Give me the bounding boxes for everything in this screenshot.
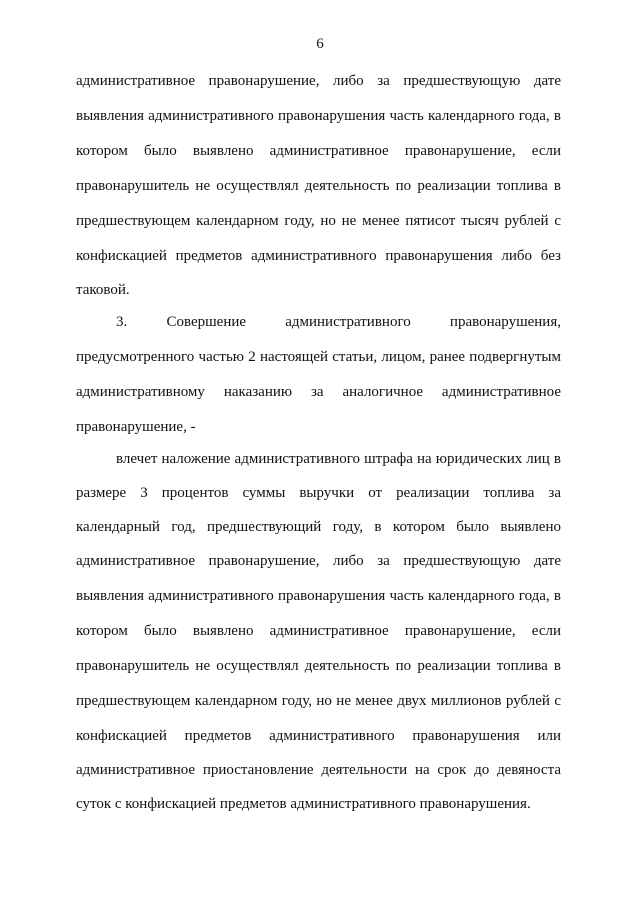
text-line: предусмотренного частью 2 настоящей статьи, лицом, ранее подвергнутым (76, 349, 561, 365)
page-number: 6 (316, 36, 324, 52)
text-line: таковой. (76, 282, 130, 298)
text-line: размере 3 процентов суммы выручки от реализации топлива за (76, 485, 561, 501)
penalty-paragraph-first-line: влечет наложение административного штрафа на юридических лиц в (116, 451, 561, 467)
text-line: выявления административного правонарушения часть календарного года, в (76, 108, 561, 124)
text-line: предшествующем календарном году, но не менее двух миллионов рублей с (76, 693, 561, 709)
text-line: конфискацией предметов административного правонарушения либо без (76, 248, 561, 264)
text-line: административное правонарушение, либо за предшествующую дате (76, 553, 561, 569)
text-line: правонарушитель не осуществлял деятельность по реализации топлива в (76, 178, 561, 194)
text-line: календарный год, предшествующий году, в котором было выявлено (76, 519, 561, 535)
text-line: правонарушитель не осуществлял деятельность по реализации топлива в (76, 658, 561, 674)
text-line: правонарушение, - (76, 419, 196, 435)
text-line: котором было выявлено административное правонарушение, если (76, 143, 561, 159)
text-line: административное приостановление деятельности на срок до девяноста (76, 762, 561, 778)
text-line: выявления административного правонарушения часть календарного года, в (76, 588, 561, 604)
text-line: суток с конфискацией предметов административного правонарушения. (76, 796, 531, 812)
text-line: предшествующем календарном году, но не менее пятисот тысяч рублей с (76, 213, 561, 229)
text-line: котором было выявлено административное правонарушение, если (76, 623, 561, 639)
text-line: конфискацией предметов административного правонарушения или (76, 728, 561, 744)
text-line: административному наказанию за аналогичное административное (76, 384, 561, 400)
text-line: административное правонарушение, либо за предшествующую дате (76, 73, 561, 89)
paragraph-3-first-line: 3. Совершение административного правонарушения, (116, 314, 561, 330)
